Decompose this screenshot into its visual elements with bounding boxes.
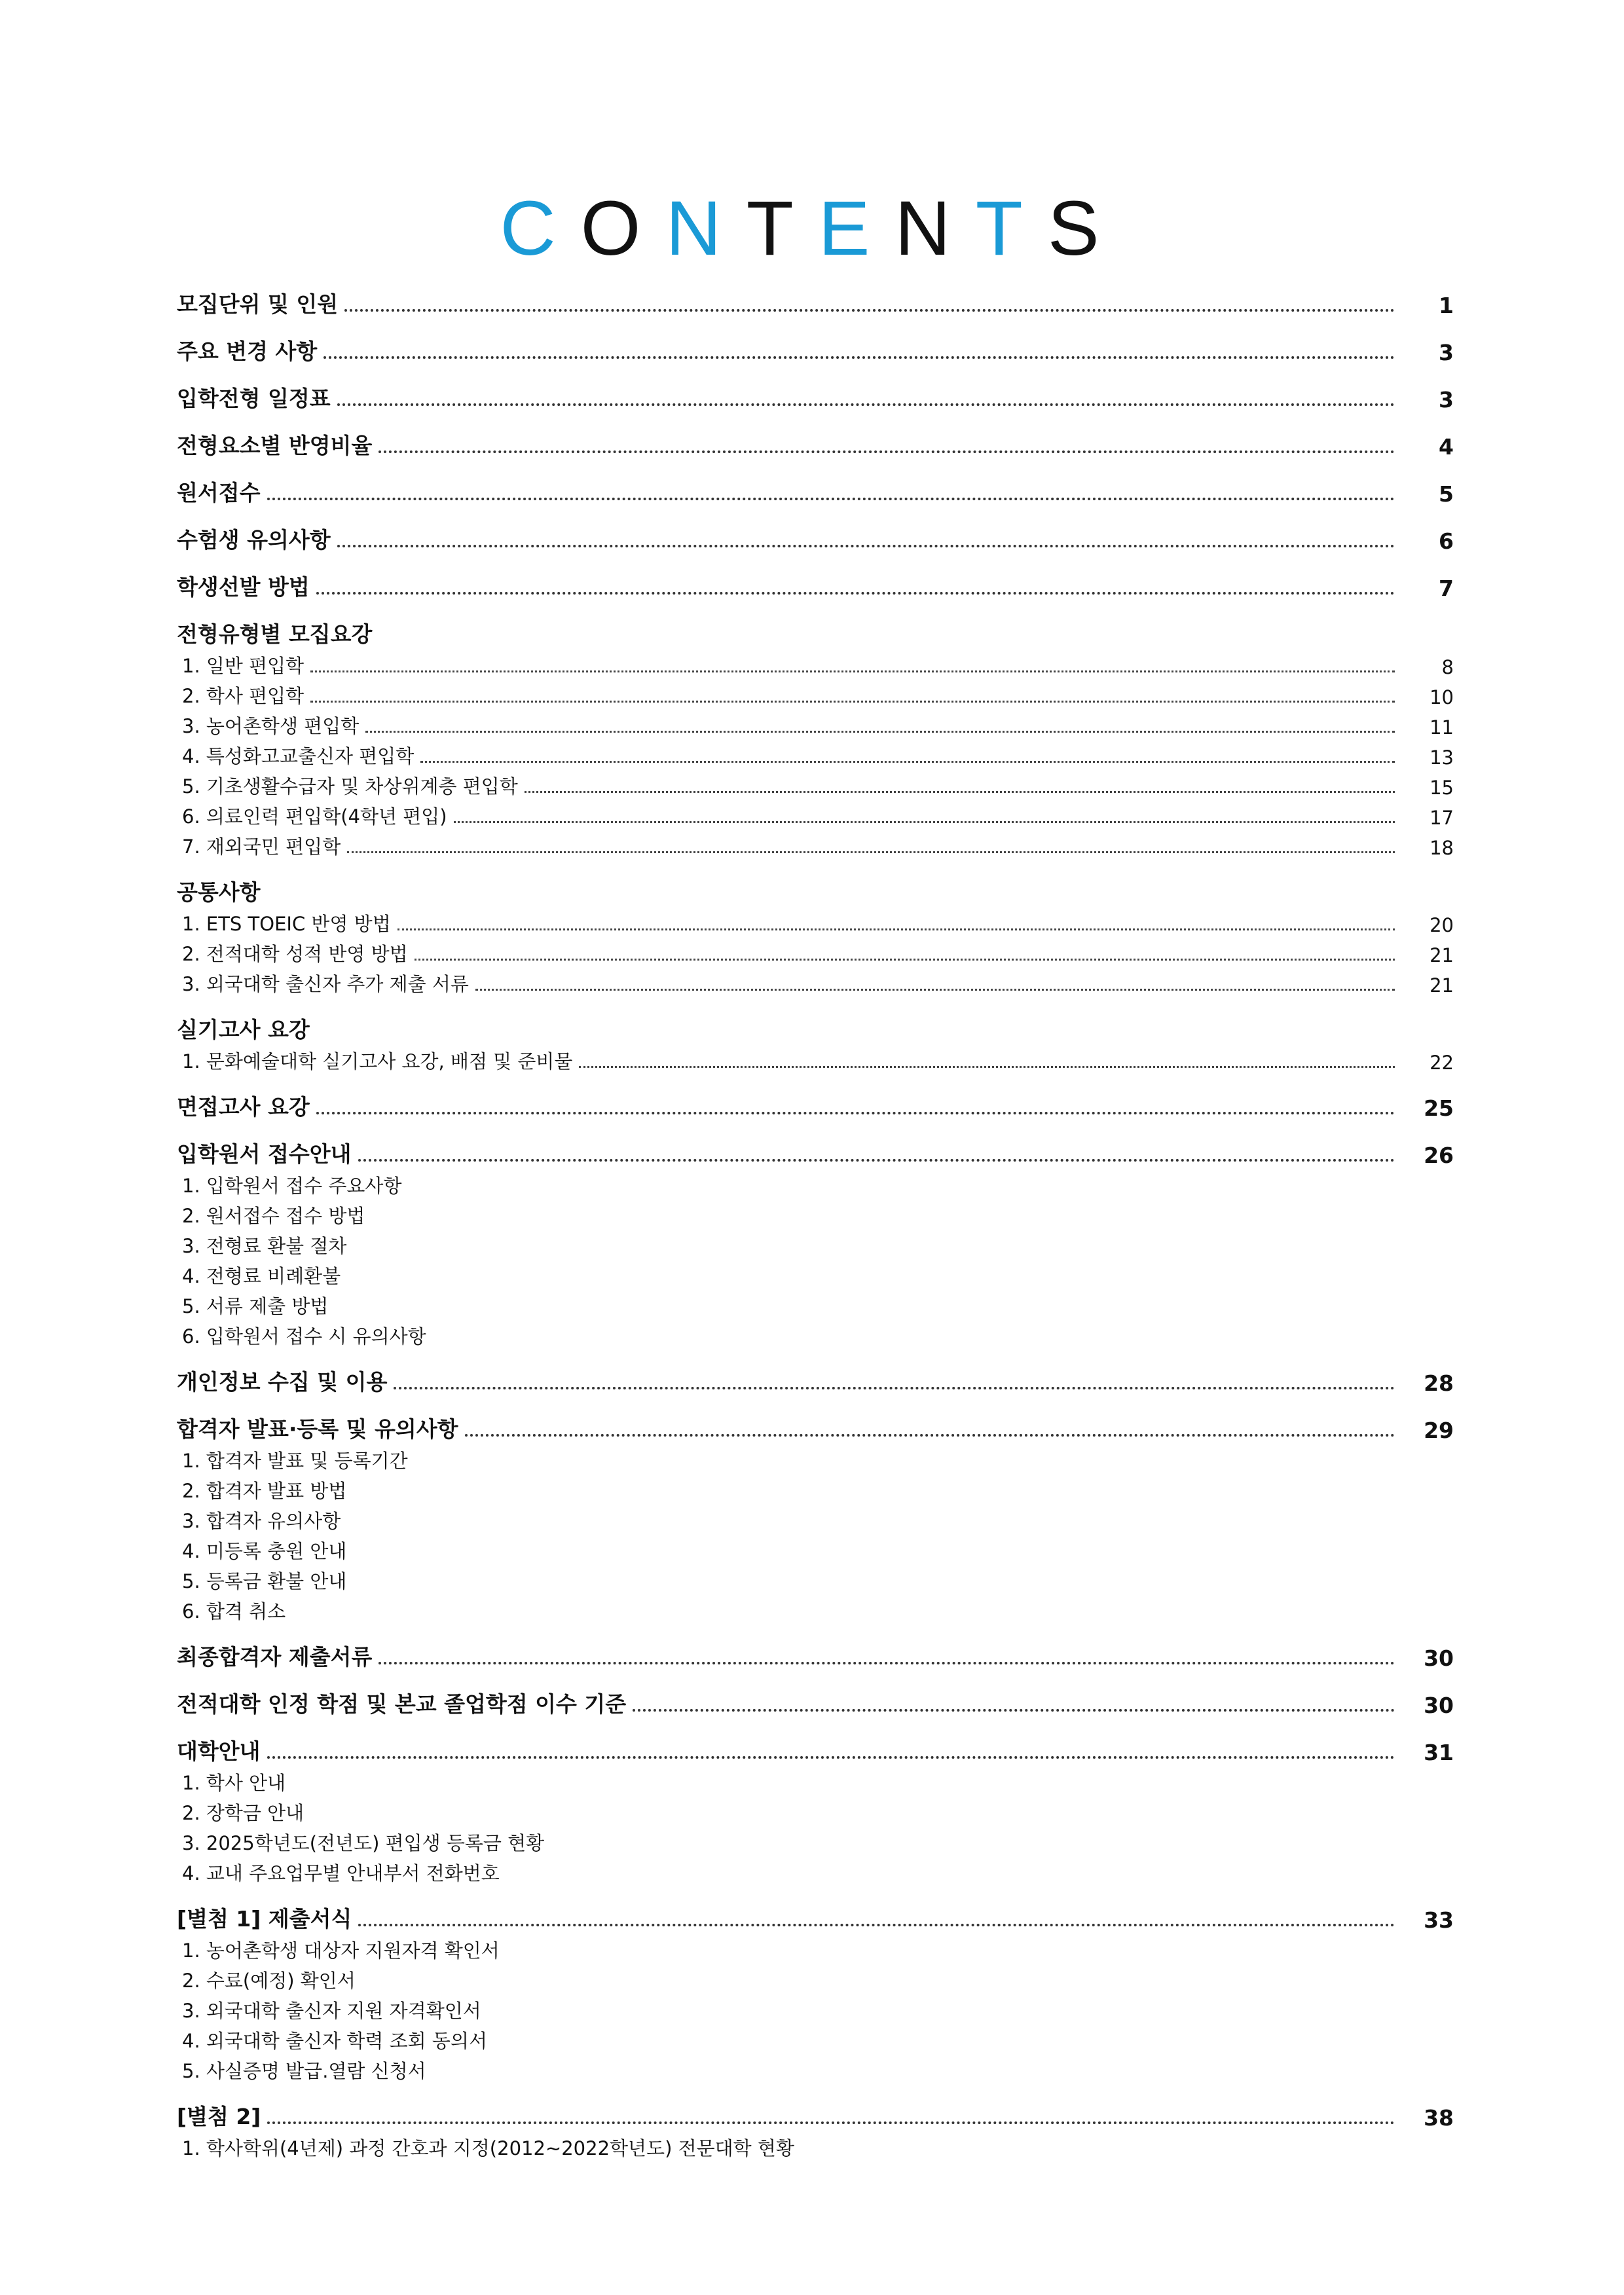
toc-heading-row[interactable] [177,1641,1454,1671]
toc-subitem-row[interactable] [177,1856,1454,1886]
contents-title [0,185,1624,272]
toc-subitem-row[interactable] [177,1258,1454,1289]
dot-leader [316,1112,1395,1114]
toc-heading-row[interactable] [177,524,1454,554]
toc-heading-label: 공통사항 [177,879,261,905]
toc-heading-label: 입학원서 접수안내 [177,1141,352,1167]
toc-subitem-row[interactable] [177,906,1454,936]
toc-heading-row[interactable] [177,618,1454,648]
toc-subitem-label: 1. 학사 안내 [182,1772,286,1794]
toc-subitem-row[interactable] [177,678,1454,708]
title-letter: N [895,185,976,272]
dot-leader [378,1662,1395,1664]
page-number: 30 [1424,1693,1454,1718]
toc-subitem-row[interactable] [177,1289,1454,1319]
toc-heading-row[interactable] [177,2101,1454,2131]
toc-heading-row[interactable] [177,1091,1454,1121]
toc-subitem-label: 3. 2025학년도(전년도) 편입생 등록금 현황 [182,1832,545,1854]
dot-leader [415,959,1395,961]
dot-leader [394,1387,1395,1389]
dot-leader [365,731,1395,733]
toc-subitem-label: 5. 사실증명 발급.열람 신청서 [182,2060,426,2082]
toc-heading-label: 최종합격자 제출서류 [177,1644,373,1670]
toc-subitem-label: 3. 전형료 환불 절차 [182,1235,347,1257]
page-number: 20 [1430,914,1454,936]
toc-heading-row[interactable] [177,1413,1454,1443]
page-number: 21 [1430,944,1454,966]
toc-heading-row[interactable] [177,1138,1454,1168]
page-number: 21 [1430,974,1454,997]
title-letter: E [818,185,895,272]
page-number: 33 [1424,1907,1454,1933]
dot-leader [323,356,1395,359]
toc-subitem-row[interactable] [177,1044,1454,1074]
dot-leader [454,821,1395,823]
page-number: 26 [1424,1143,1454,1168]
toc-heading-row[interactable] [177,1688,1454,1718]
page-number: 17 [1430,807,1454,829]
toc-subitem-row[interactable] [177,936,1454,966]
toc-subitem-label: 3. 합격자 유의사항 [182,1510,341,1532]
title-letter: S [1047,185,1124,272]
toc-subitem-label: 5. 기초생활수급자 및 차상위계층 편입학 [182,775,518,798]
toc-subitem-row[interactable] [177,2023,1454,2053]
toc-heading-label: 입학전형 일정표 [177,386,331,411]
dot-leader [358,1159,1395,1162]
dot-leader [344,309,1395,312]
dot-leader [420,761,1395,763]
toc-subitem-label: 1. 일반 편입학 [182,655,304,677]
title-letter: O [580,185,666,272]
page-number: 28 [1424,1370,1454,1396]
dot-leader [465,1434,1395,1437]
toc-heading-row[interactable] [177,288,1454,318]
toc-heading-row[interactable] [177,876,1454,906]
page-number: 13 [1430,746,1454,769]
page-number: 6 [1439,528,1454,554]
toc-subitem-row[interactable] [177,1564,1454,1594]
toc-subitem-label: 2. 원서접수 접수 방법 [182,1205,365,1227]
toc-heading-row[interactable] [177,1014,1454,1044]
toc-subitem-label: 6. 입학원서 접수 시 유의사항 [182,1325,426,1348]
toc-subitem-row[interactable] [177,1795,1454,1826]
toc-subitem-label: 4. 특성화고교출신자 편입학 [182,745,415,767]
toc-subitem-label: 4. 미등록 충원 안내 [182,1540,347,1562]
toc-heading-label: 학생선발 방법 [177,574,310,600]
toc-subitem-row[interactable] [177,799,1454,829]
page-number: 11 [1430,716,1454,739]
page-number: 1 [1439,293,1454,318]
dot-leader [310,701,1395,703]
title-letter: T [746,185,819,272]
dot-leader [337,403,1395,406]
dot-leader [525,791,1395,793]
toc-heading-row[interactable] [177,382,1454,413]
toc-subitem-label: 3. 외국대학 출신자 추가 제출 서류 [182,973,469,995]
toc-subitem-label: 1. ETS TOEIC 반영 방법 [182,913,391,935]
dot-leader [316,592,1395,595]
toc-subitem-label: 7. 재외국민 편입학 [182,835,341,858]
toc-subitem-row[interactable] [177,1765,1454,1795]
dot-leader [347,851,1395,853]
toc-subitem-label: 1. 학사학위(4년제) 과정 간호과 지정(2012~2022학년도) 전문대학 현황 [182,2137,794,2159]
toc-subitem-row[interactable] [177,1963,1454,1993]
dot-leader [397,928,1395,930]
toc-heading-label: 면접고사 요강 [177,1094,310,1120]
toc-subitem-row[interactable] [177,1594,1454,1624]
toc-subitem-row[interactable] [177,708,1454,739]
toc-subitem-label: 2. 장학금 안내 [182,1802,304,1824]
toc-subitem-label: 6. 의료인력 편입학(4학년 편입) [182,805,447,828]
toc-subitem-row[interactable] [177,2053,1454,2084]
toc-heading-row[interactable] [177,1735,1454,1765]
toc-subitem-label: 4. 교내 주요업무별 안내부서 전화번호 [182,1862,500,1884]
toc-subitem-row[interactable] [177,1443,1454,1473]
page-number: 3 [1439,340,1454,365]
dot-leader [310,670,1395,672]
toc-heading-label: 대학안내 [177,1738,261,1764]
toc-subitem-label: 3. 외국대학 출신자 지원 자격확인서 [182,2000,481,2022]
toc-subitem-label: 2. 합격자 발표 방법 [182,1480,347,1502]
toc-subitem-label: 4. 전형료 비례환불 [182,1265,341,1287]
toc-subitem-label: 1. 농어촌학생 대상자 지원자격 확인서 [182,1939,500,1962]
toc-heading-label: 전형요소별 반영비율 [177,433,373,458]
toc-heading-row[interactable] [177,571,1454,601]
toc-heading-label: 주요 변경 사항 [177,339,318,364]
toc-subitem-label: 2. 수료(예정) 확인서 [182,1970,356,1992]
page-number: 4 [1439,434,1454,460]
toc-subitem-label: 6. 합격 취소 [182,1600,286,1623]
title-letter: T [975,185,1048,272]
toc-subitem-label: 2. 전적대학 성적 반영 방법 [182,943,408,965]
toc-heading-row[interactable] [177,430,1454,460]
toc-heading-label: 원서접수 [177,480,261,505]
toc-subitem-row[interactable] [177,2131,1454,2161]
dot-leader [633,1709,1395,1712]
toc-heading-label: 수험생 유의사항 [177,527,331,553]
toc-subitem-row[interactable] [177,1826,1454,1856]
page-number: 38 [1424,2105,1454,2131]
toc-subitem-label: 1. 합격자 발표 및 등록기간 [182,1450,408,1472]
page-number: 5 [1439,481,1454,507]
dot-leader [475,989,1395,991]
toc-subitem-label: 2. 학사 편입학 [182,685,304,707]
toc-heading-label: 개인정보 수집 및 이용 [177,1369,388,1395]
page-number: 8 [1441,656,1454,678]
toc-subitem-row[interactable] [177,1198,1454,1228]
title-letter: C [500,185,581,272]
page-number: 25 [1424,1095,1454,1121]
table-of-contents [177,288,1454,2161]
dot-leader [267,498,1395,500]
toc-subitem-label: 4. 외국대학 출신자 학력 조회 동의서 [182,2030,487,2052]
dot-leader [358,1924,1395,1926]
toc-subitem-row[interactable] [177,739,1454,769]
page-number: 10 [1430,686,1454,708]
page-number: 3 [1439,387,1454,413]
toc-heading-row[interactable] [177,335,1454,365]
toc-subitem-row[interactable] [177,1319,1454,1349]
toc-heading-label: 실기고사 요강 [177,1017,310,1042]
toc-heading-label: 전형유형별 모집요강 [177,621,373,647]
toc-subitem-label: 1. 입학원서 접수 주요사항 [182,1175,402,1197]
toc-heading-row[interactable] [177,477,1454,507]
page-number: 30 [1424,1645,1454,1671]
toc-subitem-row[interactable] [177,1503,1454,1533]
toc-subitem-row[interactable] [177,829,1454,859]
dot-leader [267,1756,1395,1759]
toc-heading-label: [별첨 2] [177,2104,261,2129]
toc-subitem-row[interactable] [177,769,1454,799]
toc-subitem-row[interactable] [177,648,1454,678]
page-number: 18 [1430,837,1454,859]
page-number: 22 [1430,1052,1454,1074]
toc-subitem-row[interactable] [177,1993,1454,2023]
toc-subitem-row[interactable] [177,1228,1454,1258]
toc-subitem-row[interactable] [177,1473,1454,1503]
page-number: 29 [1424,1418,1454,1443]
toc-subitem-row[interactable] [177,1933,1454,1963]
toc-subitem-label: 5. 서류 제출 방법 [182,1295,329,1317]
title-letter: N [665,185,747,272]
toc-heading-label: 전적대학 인정 학점 및 본교 졸업학점 이수 기준 [177,1691,627,1717]
toc-heading-row[interactable] [177,1366,1454,1396]
dot-leader [337,545,1395,547]
page-number: 7 [1439,576,1454,601]
toc-subitem-row[interactable] [177,1533,1454,1564]
toc-heading-label: 모집단위 및 인원 [177,291,339,317]
toc-subitem-label: 5. 등록금 환불 안내 [182,1570,347,1592]
toc-subitem-row[interactable] [177,1168,1454,1198]
toc-heading-label: 합격자 발표·등록 및 유의사항 [177,1416,458,1442]
toc-subitem-row[interactable] [177,966,1454,997]
toc-heading-label: [별첨 1] 제출서식 [177,1906,352,1932]
page-number: 15 [1430,777,1454,799]
dot-leader [579,1066,1395,1068]
toc-heading-row[interactable] [177,1903,1454,1933]
dot-leader [267,2121,1395,2124]
toc-subitem-label: 3. 농어촌학생 편입학 [182,715,360,737]
page-number: 31 [1424,1740,1454,1765]
dot-leader [378,450,1395,453]
toc-subitem-label: 1. 문화예술대학 실기고사 요강, 배점 및 준비물 [182,1050,573,1073]
